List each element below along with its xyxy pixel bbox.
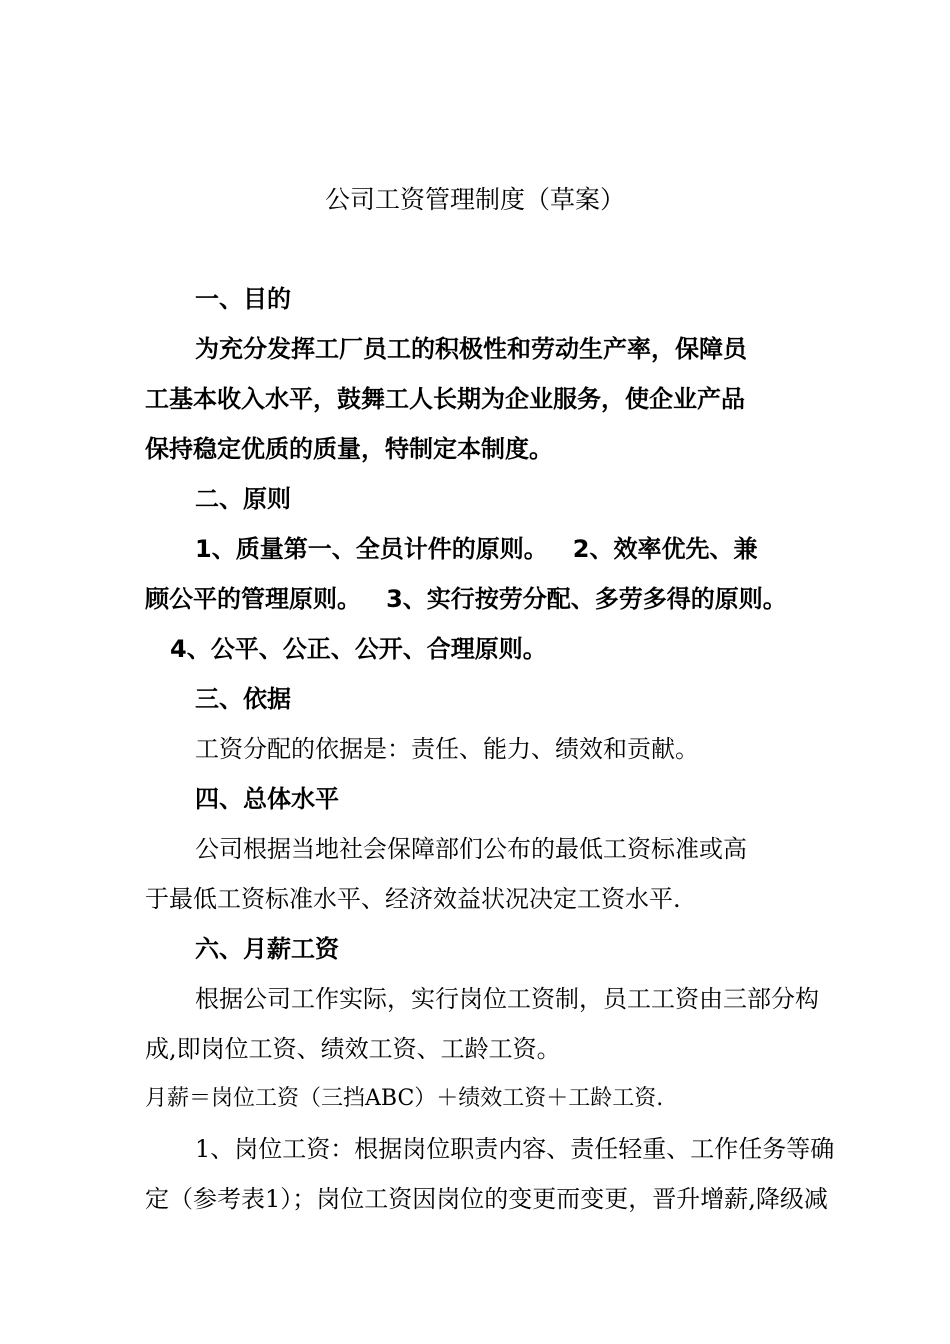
section-heading-principles: 二、原则 — [195, 485, 291, 513]
paragraph-line: 顾公平的管理原则。 3、实行按劳分配、多劳多得的原则。 — [145, 585, 787, 613]
paragraph-line: 保持稳定优质的质量，特制定本制度。 — [145, 435, 553, 463]
paragraph-line: 工资分配的依据是：责任、能力、绩效和贡献。 — [195, 735, 699, 763]
paragraph-line: 根据公司工作实际，实行岗位工资制，员工工资由三部分构 — [195, 985, 819, 1013]
section-heading-monthly-salary: 六、月薪工资 — [195, 935, 339, 963]
section-heading-overall-level: 四、总体水平 — [195, 785, 339, 813]
document-title: 公司工资管理制度（草案） — [324, 185, 625, 214]
paragraph-line: 1、质量第一、全员计件的原则。 2、效率优先、兼 — [195, 535, 758, 563]
salary-formula-line: 月薪＝岗位工资（三挡ABC）＋绩效工资＋工龄工资. — [145, 1086, 664, 1111]
paragraph-line: 公司根据当地社会保障部们公布的最低工资标准或高 — [195, 835, 747, 863]
paragraph-line: 成,即岗位工资、绩效工资、工龄工资。 — [145, 1035, 561, 1063]
paragraph-line: 4、公平、公正、公开、合理原则。 — [170, 635, 547, 663]
paragraph-line: 于最低工资标准水平、经济效益状况决定工资水平. — [145, 885, 681, 913]
paragraph-line: 1、岗位工资：根据岗位职责内容、责任轻重、工作任务等确 — [195, 1135, 835, 1163]
section-heading-purpose: 一、目的 — [195, 285, 291, 313]
paragraph-line: 为充分发挥工厂员工的积极性和劳动生产率，保障员 — [195, 335, 747, 363]
paragraph-line: 定（参考表1）；岗位工资因岗位的变更而变更，晋升增薪,降级减 — [145, 1185, 828, 1213]
section-heading-basis: 三、依据 — [195, 685, 291, 713]
paragraph-line: 工基本收入水平，鼓舞工人长期为企业服务，使企业产品 — [145, 385, 745, 413]
